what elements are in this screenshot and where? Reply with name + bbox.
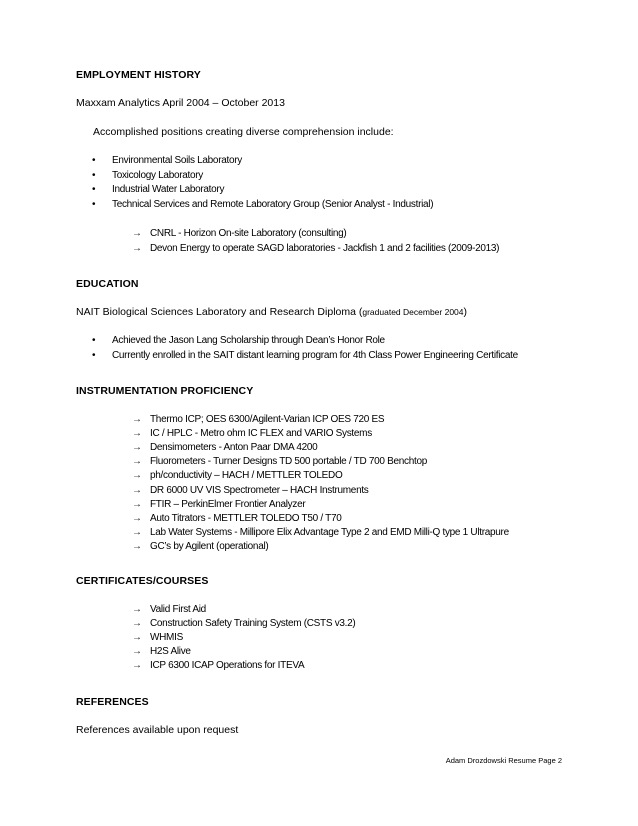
instrumentation-heading: INSTRUMENTATION PROFICIENCY: [76, 385, 254, 397]
arrow-right-icon: →: [132, 456, 142, 467]
arrow-right-icon: →: [132, 513, 142, 524]
instrument-item: ph/conductivity – HACH / METTLER TOLEDO: [150, 470, 343, 481]
instrument-item: Lab Water Systems - Millipore Elix Advantage Type 2 and EMD Milli-Q type 1 Ultrapure: [150, 527, 509, 538]
graduation-note: graduated December 2004: [362, 307, 464, 317]
employer-line: Maxxam Analytics April 2004 – October 2013: [76, 97, 285, 109]
certificate-item: H2S Alive: [150, 646, 191, 657]
instrument-item: Fluorometers - Turner Designs TD 500 portable / TD 700 Benchtop: [150, 456, 427, 467]
instrument-item: GC’s by Agilent (operational): [150, 541, 269, 552]
education-heading: EDUCATION: [76, 278, 139, 290]
instrument-item: Densimometers - Anton Paar DMA 4200: [150, 442, 318, 453]
arrow-right-icon: →: [132, 527, 142, 538]
certificate-item: Valid First Aid: [150, 604, 206, 615]
arrow-right-icon: →: [132, 499, 142, 510]
lab-item: Environmental Soils Laboratory: [112, 155, 242, 166]
education-item: Achieved the Jason Lang Scholarship through Dean’s Honor Role: [112, 335, 385, 346]
arrow-right-icon: →: [132, 604, 142, 615]
arrow-right-icon: →: [132, 646, 142, 657]
arrow-right-icon: →: [132, 228, 142, 239]
diploma-text: NAIT Biological Sciences Laboratory and Research Diploma (: [76, 306, 363, 318]
certificates-heading: CERTIFICATES/COURSES: [76, 575, 209, 587]
references-text: References available upon request: [76, 724, 239, 736]
bullet-icon: •: [92, 170, 96, 181]
bullet-icon: •: [92, 335, 96, 346]
arrow-right-icon: →: [132, 428, 142, 439]
arrow-right-icon: →: [132, 470, 142, 481]
instrument-item: FTIR – PerkinElmer Frontier Analyzer: [150, 499, 306, 510]
bullet-icon: •: [92, 350, 96, 361]
references-heading: REFERENCES: [76, 696, 149, 708]
bullet-icon: •: [92, 199, 96, 210]
certificate-item: ICP 6300 ICAP Operations for ITEVA: [150, 660, 305, 671]
bullet-icon: •: [92, 184, 96, 195]
certificate-item: WHMIS: [150, 632, 183, 643]
arrow-right-icon: →: [132, 485, 142, 496]
arrow-right-icon: →: [132, 632, 142, 643]
diploma-line: [76, 306, 467, 318]
certificate-item: Construction Safety Training System (CSTS v3.2): [150, 618, 356, 629]
arrow-right-icon: →: [132, 660, 142, 671]
lab-item: Toxicology Laboratory: [112, 170, 203, 181]
education-item: Currently enrolled in the SAIT distant learning program for 4th Class Power Engineering Certificate: [112, 350, 518, 361]
arrow-right-icon: →: [132, 618, 142, 629]
diploma-close: ): [463, 306, 467, 318]
sub-item: CNRL - Horizon On-site Laboratory (consulting): [150, 228, 347, 239]
lab-item: Industrial Water Laboratory: [112, 184, 225, 195]
lab-item: Technical Services and Remote Laboratory Group (Senior Analyst - Industrial): [112, 199, 434, 210]
arrow-right-icon: →: [132, 541, 142, 552]
arrow-right-icon: →: [132, 414, 142, 425]
instrument-item: Thermo ICP; OES 6300/Agilent-Varian ICP OES 720 ES: [150, 414, 385, 425]
instrument-item: Auto Titrators - METTLER TOLEDO T50 / T70: [150, 513, 342, 524]
arrow-right-icon: →: [132, 243, 142, 254]
sub-item: Devon Energy to operate SAGD laboratories - Jackfish 1 and 2 facilities (2009-2013): [150, 243, 500, 254]
arrow-right-icon: →: [132, 442, 142, 453]
page-footer: Adam Drozdowski Resume Page 2: [445, 756, 562, 765]
instrument-item: DR 6000 UV VIS Spectrometer – HACH Instruments: [150, 485, 369, 496]
bullet-icon: •: [92, 155, 96, 166]
employment-heading: EMPLOYMENT HISTORY: [76, 69, 201, 81]
employment-intro: Accomplished positions creating diverse comprehension include:: [93, 126, 394, 138]
instrument-item: IC / HPLC - Metro ohm IC FLEX and VARIO Systems: [150, 428, 372, 439]
